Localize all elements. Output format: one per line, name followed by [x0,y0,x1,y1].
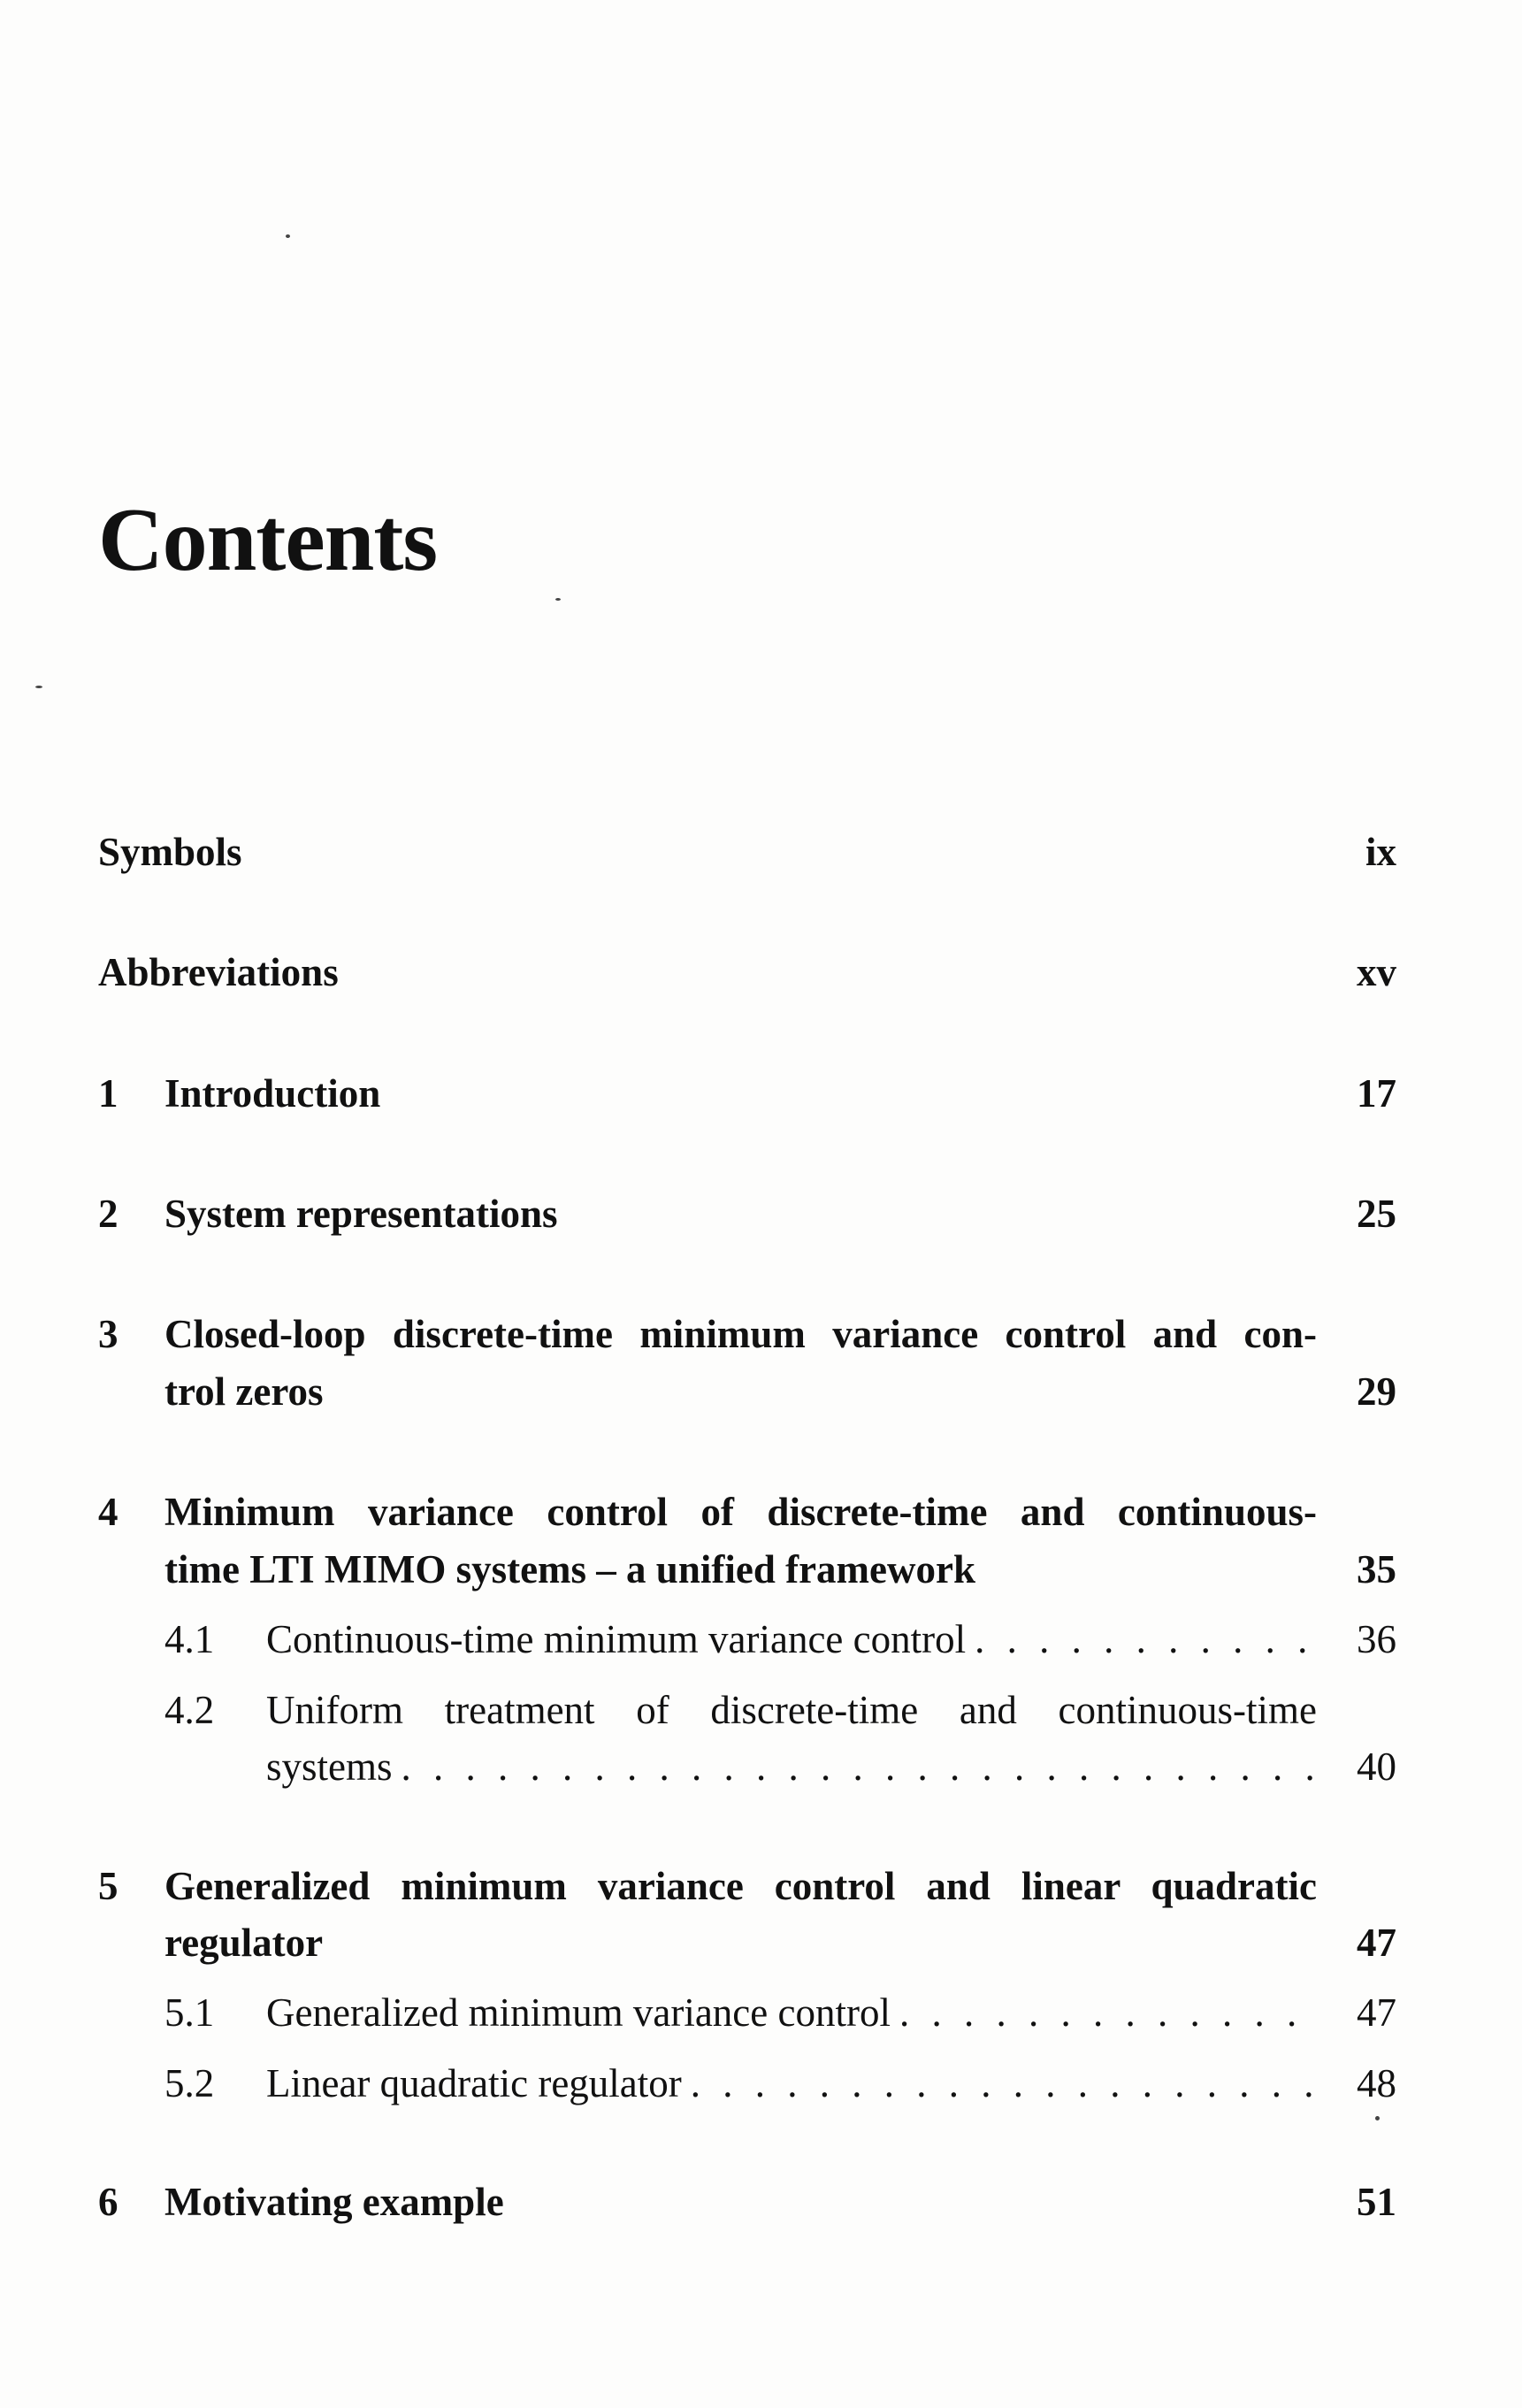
toc-section-title-text: Generalized minimum variance control [266,1990,891,2035]
toc-section-number: 5.1 [164,1990,215,2035]
toc-chapter-number: 2 [98,1192,119,1236]
table-of-contents [98,0,1396,2408]
page-title: Contents [98,490,438,590]
toc-section-number: 4.1 [164,1617,215,1661]
toc-section-number: 4.2 [164,1688,215,1732]
toc-chapter-title: System representations [164,1192,558,1236]
toc-section-title-text: Linear quadratic regulator [266,2061,682,2105]
toc-entry-title: Symbols [98,830,242,874]
toc-chapter-page: 29 [1357,1369,1396,1414]
toc-chapter-page: 47 [1357,1921,1396,1965]
toc-section-title-line1: Uniform treatment of discrete-time and continuous-time [266,1688,1317,1732]
toc-chapter-title-line1: Closed-loop discrete-time minimum variance control and con- [164,1312,1317,1356]
toc-chapter-title-line1: Minimum variance control of discrete-time and continuous- [164,1490,1317,1534]
toc-chapter-number: 1 [98,1071,119,1116]
toc-section-page: 40 [1357,1745,1396,1789]
toc-chapter-title-line2: time LTI MIMO systems – a unified framework [164,1547,976,1591]
toc-chapter-title-line1: Generalized minimum variance control and linear quadratic [164,1864,1317,1908]
toc-chapter-page: 25 [1357,1192,1396,1236]
toc-section-title [266,1737,1317,1796]
toc-chapter-title-line2: trol zeros [164,1369,324,1414]
toc-entry-title: Abbreviations [98,950,339,994]
scan-speck [286,234,290,238]
toc-chapter-title: Introduction [164,1071,381,1116]
toc-entry-page: xv [1357,950,1396,994]
toc-section-page: 36 [1357,1617,1396,1661]
toc-section-title [266,1983,1317,2042]
toc-section-title-line2: systems [266,1745,393,1789]
leader-dots [966,1610,1317,1668]
leader-dots [393,1737,1317,1796]
toc-section-page: 48 [1357,2061,1396,2105]
leader-dots [682,2054,1317,2113]
toc-section-title-text: Continuous-time minimum variance control [266,1617,967,1661]
toc-section-title [266,2054,1317,2113]
toc-section-title [266,1610,1317,1668]
toc-chapter-title: Motivating example [164,2180,504,2224]
toc-chapter-page: 51 [1357,2180,1396,2224]
toc-chapter-title-line2: regulator [164,1921,324,1965]
toc-section-number: 5.2 [164,2061,215,2105]
toc-entry-page: ix [1365,830,1396,874]
toc-chapter-number: 3 [98,1312,119,1356]
toc-chapter-number: 5 [98,1864,119,1908]
toc-chapter-page: 35 [1357,1547,1396,1591]
toc-chapter-page: 17 [1357,1071,1396,1116]
scan-speck [555,598,561,601]
scan-speck [1375,2116,1380,2120]
toc-section-page: 47 [1357,1990,1396,2035]
toc-chapter-number: 6 [98,2180,119,2224]
scan-speck [35,686,42,688]
leader-dots [891,1983,1317,2042]
toc-chapter-number: 4 [98,1490,119,1534]
